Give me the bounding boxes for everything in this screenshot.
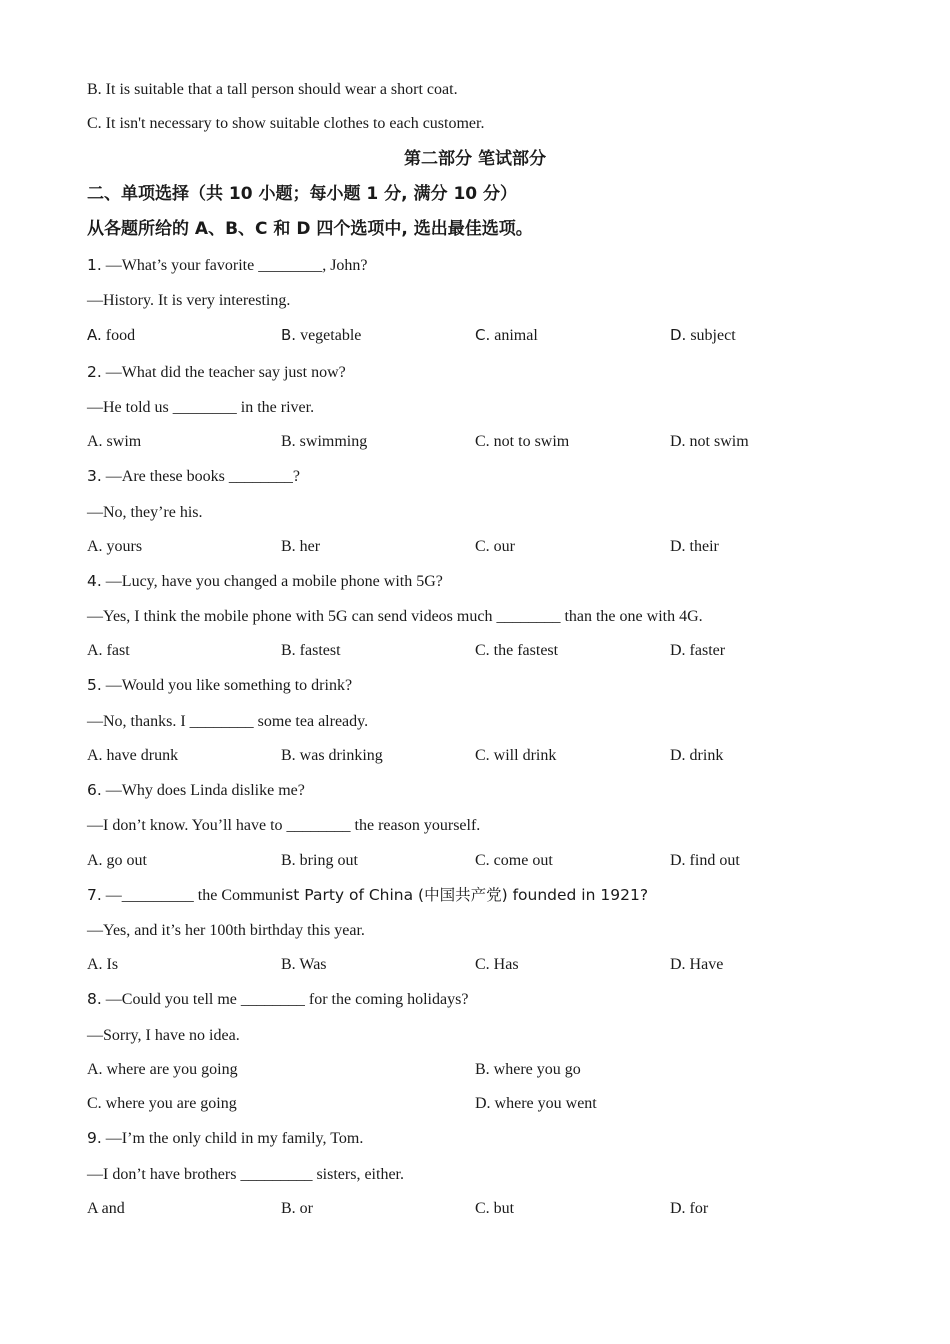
question-6-reply: —I don’t know. You’ll have to ________ the reason yourself. [87,817,481,834]
option-c[interactable]: C. the fastest [475,642,559,659]
option-c[interactable]: C. our [475,538,515,555]
question-number: 6. [87,781,102,799]
question-2-prompt [87,362,346,383]
question-7-reply: —Yes, and it’s her 100th birthday this year. [87,922,365,939]
option-d[interactable]: D. subject [670,326,736,344]
question-text: —Lucy, have you changed a mobile phone with 5G? [101,573,443,590]
question-1-reply: —History. It is very interesting. [87,292,291,309]
option-d[interactable]: D. for [670,1200,709,1217]
option-b[interactable]: B. swimming [281,433,368,450]
question-3-reply: —No, they’re his. [87,504,203,521]
option-d[interactable]: D. Have [670,956,724,973]
question-number: 4. [87,572,102,590]
option-a[interactable]: A. Is [87,956,119,973]
option-b[interactable]: B. fastest [281,642,341,659]
question-5-prompt [87,675,352,696]
previous-option-b: B. It is suitable that a tall person should wear a short coat. [87,81,458,98]
question-7-prompt [87,885,648,906]
option-b[interactable]: B. bring out [281,852,358,869]
question-9-prompt [87,1128,363,1149]
option-a[interactable]: A. swim [87,433,142,450]
option-c[interactable]: C. will drink [475,747,557,764]
option-c[interactable]: C. but [475,1200,515,1217]
option-d[interactable]: D. drink [670,747,724,764]
question-3-options [87,537,887,557]
option-c[interactable]: C. come out [475,852,553,869]
question-number: 2. [87,363,102,381]
question-number: 1. [87,256,102,274]
question-number: 3. [87,467,102,485]
question-text: —What’s your favorite ________, John? [101,257,368,274]
option-b[interactable]: B. where you go [475,1061,581,1078]
option-d[interactable]: D. find out [670,852,740,869]
question-9-reply: —I don’t have brothers _________ sisters, either. [87,1166,404,1183]
question-6-options [87,851,887,871]
option-b[interactable]: B. or [281,1200,313,1217]
question-4-reply: —Yes, I think the mobile phone with 5G can send videos much ________ than the one with 4G. [87,608,703,625]
option-a[interactable]: A. yours [87,538,143,555]
question-text-continued: ist Party of China (中国共产党) founded in 1921? [280,886,649,904]
option-d[interactable]: D. faster [670,642,726,659]
question-4-options [87,641,887,661]
option-d[interactable]: D. not swim [670,433,749,450]
option-a[interactable]: A. have drunk [87,747,179,764]
option-a[interactable]: A. fast [87,642,130,659]
question-6-prompt [87,780,305,801]
option-d[interactable]: D. their [670,538,719,555]
question-1-prompt [87,255,368,276]
question-number: 8. [87,990,102,1008]
option-b[interactable]: B. her [281,538,321,555]
option-c[interactable]: C. not to swim [475,433,570,450]
question-text: —Would you like something to drink? [101,677,353,694]
option-a[interactable]: A and [87,1200,125,1217]
question-5-options [87,746,887,766]
option-b[interactable]: B. Was [281,956,327,973]
question-8-prompt [87,989,468,1010]
question-text: —What did the teacher say just now? [101,364,346,381]
section-instruction: 从各题所给的 A、B、C 和 D 四个选项中, 选出最佳选项。 [87,219,533,239]
question-2-reply: —He told us ________ in the river. [87,399,315,416]
question-9-options [87,1199,887,1219]
question-8-options-row-2 [87,1094,887,1114]
question-text: —Why does Linda dislike me? [101,782,305,799]
question-number: 5. [87,676,102,694]
option-d[interactable]: D. where you went [475,1095,597,1112]
question-text: —Are these books ________? [101,468,300,485]
question-8-options-row-1 [87,1060,887,1080]
question-8-reply: —Sorry, I have no idea. [87,1027,240,1044]
option-c[interactable]: C. Has [475,956,519,973]
question-number: 9. [87,1129,102,1147]
question-1-options [87,325,887,345]
option-a[interactable]: A. go out [87,852,147,869]
question-5-reply: —No, thanks. I ________ some tea already. [87,713,369,730]
question-7-options [87,955,887,975]
question-number: 7. [87,886,102,904]
option-b[interactable]: B. was drinking [281,747,383,764]
option-a[interactable]: A. food [87,326,136,344]
option-a[interactable]: A. where are you going [87,1061,238,1078]
option-b[interactable]: B. vegetable [281,326,362,344]
option-c[interactable]: C. animal [475,326,538,344]
question-4-prompt [87,571,443,592]
question-text: —Could you tell me ________ for the coming holidays? [101,991,469,1008]
section-title: 二、单项选择（共 10 小题；每小题 1 分, 满分 10 分） [87,184,518,204]
question-text: —_________ the Commun [101,887,281,904]
option-c[interactable]: C. where you are going [87,1095,237,1112]
part-title: 第二部分 笔试部分 [404,149,546,169]
question-2-options [87,432,887,452]
question-text: —I’m the only child in my family, Tom. [101,1130,364,1147]
question-3-prompt [87,466,300,487]
previous-option-c: C. It isn't necessary to show suitable clothes to each customer. [87,115,485,132]
